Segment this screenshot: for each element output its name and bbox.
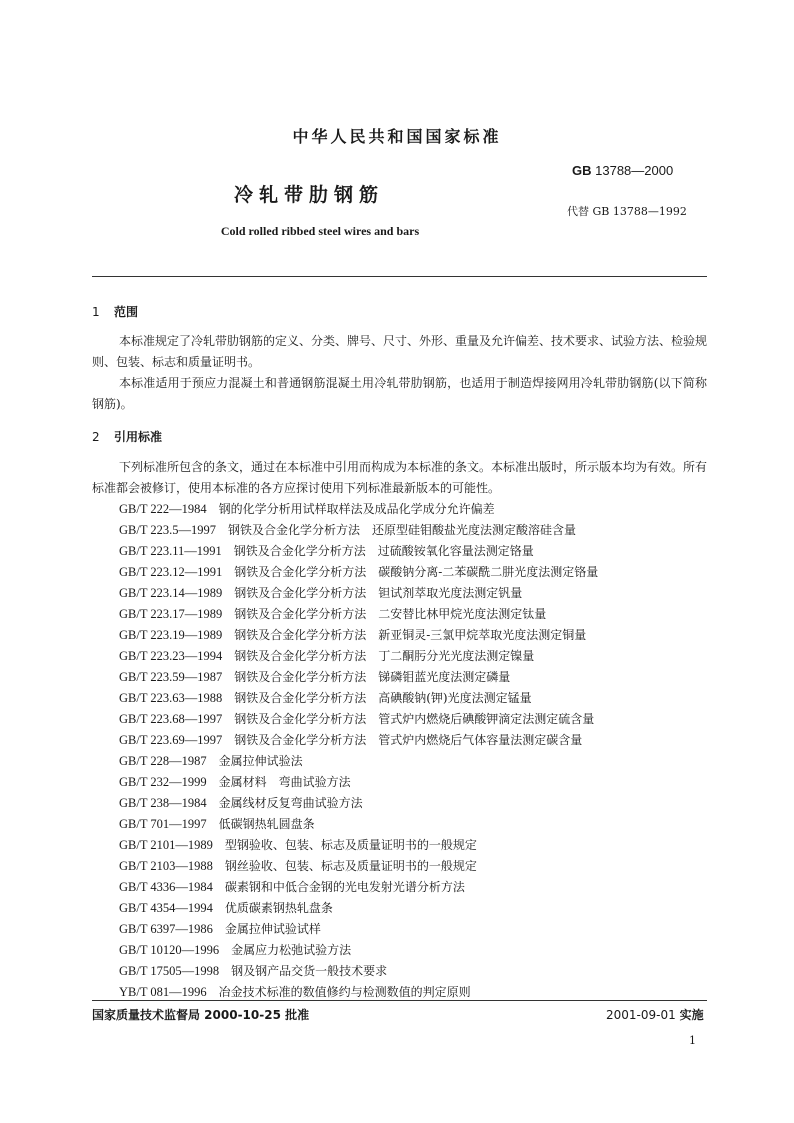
reference-title: 钢铁及合金化学分析方法 丁二酮肟分光光度法测定镍量 — [234, 649, 535, 663]
reference-item — [119, 940, 707, 961]
section-1-title: 范围 — [114, 305, 139, 319]
reference-code: GB/T 223.59—1987 — [119, 670, 223, 684]
reference-code: GB/T 223.23—1994 — [119, 649, 223, 663]
reference-code: GB/T 4354—1994 — [119, 901, 213, 915]
section-2-title: 引用标准 — [114, 430, 163, 444]
standard-code-prefix: GB — [572, 163, 592, 178]
reference-item — [119, 688, 707, 709]
reference-item — [119, 835, 707, 856]
section-2-number: 2 — [92, 430, 100, 444]
effective-label: 实施 — [679, 1008, 704, 1022]
reference-code: GB/T 232—1999 — [119, 775, 207, 789]
reference-code: GB/T 223.69—1997 — [119, 733, 223, 747]
replaces-standard: 代替 GB 13788—1992 — [567, 205, 687, 218]
section-2-paragraph: 下列标准所包含的条文，通过在本标准中引用而构成为本标准的条文。本标准出版时，所示版本均为有效。所有标准都会被修订，使用本标准的各方应探讨使用下列标准最新版本的可能性。 — [92, 460, 708, 495]
reference-title: 金属拉伸试验试样 — [224, 922, 321, 936]
reference-code: GB/T 223.63—1988 — [119, 691, 223, 705]
reference-code: GB/T 222—1984 — [119, 502, 207, 516]
reference-title: 钢铁及合金化学分析方法 碳酸钠分离-二苯碳酰二肼光度法测定铬量 — [234, 565, 599, 579]
page-number: 1 — [689, 1034, 696, 1047]
effective-date: 2001-09-01 — [606, 1008, 676, 1022]
reference-item — [119, 562, 707, 583]
approval-issuer: 国家质量技术监督局 2000-10-25 批准 — [92, 1008, 310, 1022]
section-1-heading — [92, 303, 138, 320]
reference-item — [119, 583, 707, 604]
reference-code: GB/T 223.11—1991 — [119, 544, 222, 558]
reference-item — [119, 751, 707, 772]
header-divider — [92, 276, 707, 277]
reference-title: 钢的化学分析用试样取样法及成品化学成分允许偏差 — [218, 502, 495, 516]
reference-title: 钢铁及合金化学分析方法 锑磷钼蓝光度法测定磷量 — [234, 670, 511, 684]
standard-code-number: 13788—2000 — [595, 163, 674, 178]
reference-item — [119, 709, 707, 730]
reference-title: 金属拉伸试验法 — [218, 754, 303, 768]
reference-code: GB/T 701—1997 — [119, 817, 207, 831]
standard-code — [572, 163, 673, 178]
reference-title: 金属材料 弯曲试验方法 — [218, 775, 351, 789]
reference-title: 钢铁及合金化学分析方法 管式炉内燃烧后气体容量法测定碳含量 — [234, 733, 583, 747]
reference-title: 冶金技术标准的数值修约与检测数值的判定原则 — [218, 985, 471, 999]
reference-item — [119, 793, 707, 814]
reference-code: GB/T 223.19—1989 — [119, 628, 223, 642]
reference-title: 钢及钢产品交货一般技术要求 — [231, 964, 388, 978]
footer-divider — [92, 1000, 707, 1001]
reference-title: 低碳钢热轧圆盘条 — [218, 817, 315, 831]
reference-title: 金属线材反复弯曲试验方法 — [218, 796, 363, 810]
reference-item — [119, 646, 707, 667]
reference-item — [119, 625, 707, 646]
reference-code: GB/T 4336—1984 — [119, 880, 213, 894]
reference-item — [119, 604, 707, 625]
document-title-en: Cold rolled ribbed steel wires and bars — [220, 224, 420, 238]
reference-title: 钢铁及合金化学分析方法 二安替比林甲烷光度法测定钛量 — [234, 607, 547, 621]
section-1-body — [92, 331, 707, 415]
section-1-number: 1 — [92, 305, 100, 319]
reference-code: GB/T 2101—1989 — [119, 838, 213, 852]
reference-title: 钢铁及合金化学分析方法 钽试剂萃取光度法测定钒量 — [234, 586, 523, 600]
reference-item — [119, 730, 707, 751]
reference-item — [119, 541, 707, 562]
section-2-body — [92, 457, 707, 499]
reference-list — [119, 499, 707, 1003]
reference-code: YB/T 081—1996 — [119, 985, 207, 999]
reference-code: GB/T 238—1984 — [119, 796, 207, 810]
reference-item — [119, 814, 707, 835]
reference-title: 钢铁及合金化学分析方法 还原型硅钼酸盐光度法测定酸溶硅含量 — [228, 523, 577, 537]
reference-code: GB/T 223.12—1991 — [119, 565, 223, 579]
reference-title: 型钢验收、包装、标志及质量证明书的一般规定 — [224, 838, 477, 852]
reference-code: GB/T 223.14—1989 — [119, 586, 223, 600]
reference-item — [119, 919, 707, 940]
reference-item — [119, 898, 707, 919]
reference-item — [119, 856, 707, 877]
national-standard-heading: 中华人民共和国国家标准 — [292, 127, 502, 146]
reference-title: 钢丝验收、包装、标志及质量证明书的一般规定 — [224, 859, 477, 873]
reference-item — [119, 520, 707, 541]
reference-item — [119, 877, 707, 898]
reference-code: GB/T 6397—1986 — [119, 922, 213, 936]
reference-title: 钢铁及合金化学分析方法 过硫酸铵氧化容量法测定铬量 — [233, 544, 534, 558]
reference-code: GB/T 10120—1996 — [119, 943, 220, 957]
reference-code: GB/T 2103—1988 — [119, 859, 213, 873]
reference-code: GB/T 223.68—1997 — [119, 712, 223, 726]
section-1-paragraph: 本标准规定了冷轧带肋钢筋的定义、分类、牌号、尺寸、外形、重量及允许偏差、技术要求、试验方法、检验规则、包装、标志和质量证明书。 — [92, 334, 708, 369]
effective-date-line — [606, 1006, 704, 1023]
reference-title: 钢铁及合金化学分析方法 新亚铜灵-三氯甲烷萃取光度法测定铜量 — [234, 628, 587, 642]
reference-title: 钢铁及合金化学分析方法 管式炉内燃烧后碘酸钾滴定法测定硫含量 — [234, 712, 595, 726]
reference-title: 钢铁及合金化学分析方法 高碘酸钠(钾)光度法测定锰量 — [234, 691, 532, 705]
reference-title: 金属应力松弛试验方法 — [231, 943, 352, 957]
section-1-paragraph: 本标准适用于预应力混凝土和普通钢筋混凝土用冷轧带肋钢筋，也适用于制造焊接网用冷轧带肋钢筋(以下简称钢筋)。 — [92, 376, 707, 411]
reference-item — [119, 961, 707, 982]
reference-code: GB/T 17505—1998 — [119, 964, 220, 978]
reference-title: 碳素钢和中低合金钢的光电发射光谱分析方法 — [224, 880, 465, 894]
document-title-cn: 冷轧带肋钢筋 — [234, 184, 385, 206]
reference-code: GB/T 223.5—1997 — [119, 523, 216, 537]
reference-item — [119, 499, 707, 520]
reference-item — [119, 772, 707, 793]
reference-title: 优质碳素钢热轧盘条 — [224, 901, 333, 915]
reference-item — [119, 667, 707, 688]
reference-code: GB/T 223.17—1989 — [119, 607, 223, 621]
section-2-heading — [92, 428, 162, 445]
reference-code: GB/T 228—1987 — [119, 754, 207, 768]
